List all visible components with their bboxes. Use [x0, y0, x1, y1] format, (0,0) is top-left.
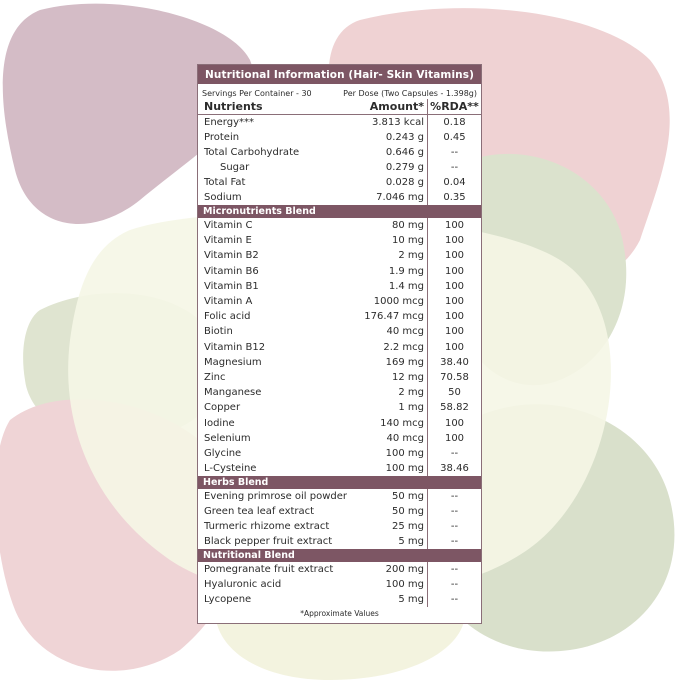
nutrient-rda: 38.40	[440, 356, 469, 368]
nutrient-amount: 2 mg	[366, 248, 428, 263]
nutrient-rda: 100	[444, 417, 465, 429]
nutrient-rda: 100	[444, 250, 465, 262]
nutrient-rda: --	[450, 564, 459, 576]
table-row	[198, 519, 481, 534]
nutrient-name: Total Fat	[204, 177, 246, 188]
nutrient-name: Vitamin B2	[204, 250, 259, 262]
nutrient-amount: 0.028 g	[366, 175, 428, 190]
nutrient-name: Green tea leaf extract	[204, 506, 315, 518]
nutrient-rda: 0.04	[443, 177, 466, 188]
basic-nutrients	[198, 115, 481, 205]
nutrient-amount: 169 mg	[366, 355, 428, 370]
nutrient-name: Vitamin B1	[204, 280, 259, 292]
nutrient-name: Selenium	[204, 432, 251, 444]
nutrient-amount: 5 mg	[366, 592, 428, 607]
nutrient-amount: 50 mg	[366, 504, 428, 519]
table-row	[198, 264, 481, 279]
nutrient-name: Vitamin B12	[204, 341, 266, 353]
nutrient-rda: 100	[444, 296, 465, 308]
nutrient-amount: 50 mg	[366, 489, 428, 504]
nutrient-rda: --	[450, 491, 459, 503]
table-row	[198, 294, 481, 309]
nutrient-amount: 1 mg	[366, 400, 428, 415]
table-row	[198, 400, 481, 415]
nutrient-amount: 176.47 mcg	[366, 309, 428, 324]
nutrient-rda: 100	[444, 280, 465, 292]
nutrient-name: Sugar	[220, 162, 250, 173]
nutrient-rda: 100	[444, 432, 465, 444]
nutrient-rda: 100	[444, 341, 465, 353]
nutrient-amount: 100 mg	[366, 446, 428, 461]
nutrient-name: Evening primrose oil powder	[204, 491, 348, 503]
nutrient-amount: 100 mg	[366, 577, 428, 592]
table-row	[198, 534, 481, 549]
nutrient-name: Turmeric rhizome extract	[204, 521, 330, 533]
nutrient-name: Zinc	[204, 371, 226, 383]
nutrient-rda: --	[450, 521, 459, 533]
table-row	[198, 461, 481, 476]
herbs-list	[198, 489, 481, 549]
nutrient-rda: --	[450, 594, 459, 606]
nutrient-name: Black pepper fruit extract	[204, 536, 333, 548]
nutrient-amount: 40 mcg	[366, 324, 428, 339]
nutrient-amount: 0.279 g	[366, 160, 428, 175]
nutrient-amount: 100 mg	[366, 461, 428, 476]
table-row	[198, 504, 481, 519]
nutrient-name: Vitamin B6	[204, 265, 259, 277]
nutrient-rda: 100	[444, 326, 465, 338]
nutrient-amount: 10 mg	[366, 233, 428, 248]
nutrient-name: Vitamin A	[204, 296, 253, 308]
section-herbs: Herbs Blend	[198, 476, 481, 489]
nutrient-rda: --	[450, 536, 459, 548]
nutrient-rda: 38.46	[440, 463, 469, 475]
table-row	[198, 446, 481, 461]
nutrient-rda: 100	[444, 220, 465, 232]
nutrient-amount: 25 mg	[366, 519, 428, 534]
nutrient-name: Total Carbohydrate	[204, 147, 300, 158]
nutrient-amount: 0.243 g	[366, 130, 428, 145]
nutrient-name: Iodine	[204, 417, 235, 429]
nutrient-amount: 1000 mcg	[366, 294, 428, 309]
table-row	[198, 233, 481, 248]
nutrient-amount: 0.646 g	[366, 145, 428, 160]
nutrition-panel	[197, 64, 482, 624]
nutrient-amount: 80 mg	[366, 218, 428, 233]
table-row	[198, 115, 481, 130]
nutrient-name: Energy***	[204, 117, 255, 128]
nutrient-rda: --	[450, 162, 459, 173]
nutrient-rda: --	[450, 579, 459, 591]
nutrient-name: Magnesium	[204, 356, 262, 368]
nutrient-rda: 58.82	[440, 402, 469, 414]
table-row	[198, 592, 481, 607]
nutrient-name: Protein	[204, 132, 240, 143]
nutrient-amount: 1.4 mg	[366, 279, 428, 294]
nutrient-name: Biotin	[204, 326, 233, 338]
nutrient-rda: --	[450, 506, 459, 518]
table-row	[198, 577, 481, 592]
nutrient-name: Hyaluronic acid	[204, 579, 282, 591]
section-micronutrients: Micronutrients Blend	[198, 205, 481, 218]
nutrient-rda: 100	[444, 311, 465, 323]
nutrient-rda: --	[450, 147, 459, 158]
table-row	[198, 385, 481, 400]
table-row	[198, 145, 481, 160]
table-row	[198, 190, 481, 205]
table-row	[198, 370, 481, 385]
footnote: *Approximate Values	[300, 609, 379, 619]
nutrient-rda: 50	[448, 387, 461, 399]
table-row	[198, 218, 481, 233]
panel-title: Nutritional Information (Hair- Skin Vitamins)	[198, 65, 481, 84]
nutrient-name: L-Cysteine	[204, 463, 257, 475]
nutrient-amount: 1.9 mg	[366, 264, 428, 279]
nutrient-amount: 2.2 mcg	[366, 340, 428, 355]
table-row	[198, 324, 481, 339]
header-rda: %RDA**	[430, 100, 479, 113]
nutrient-rda: 100	[444, 265, 465, 277]
nutrient-amount: 200 mg	[366, 562, 428, 577]
per-dose: Per Dose (Two Capsules - 1.398g)	[343, 88, 477, 98]
nutrient-amount: 140 mcg	[366, 415, 428, 430]
table-row	[198, 415, 481, 430]
nutrient-name: Lycopene	[204, 594, 252, 606]
nutrient-name: Copper	[204, 402, 241, 414]
table-row	[198, 130, 481, 145]
nutrient-name: Manganese	[204, 387, 262, 399]
nutrient-rda: 0.35	[443, 192, 466, 203]
table-row	[198, 562, 481, 577]
nutrient-amount: 12 mg	[366, 370, 428, 385]
table-row	[198, 175, 481, 190]
table-row	[198, 340, 481, 355]
nutrient-name: Vitamin C	[204, 220, 253, 232]
nutrient-name: Pomegranate fruit extract	[204, 564, 334, 576]
nutrient-amount: 5 mg	[366, 534, 428, 549]
nutrient-amount: 7.046 mg	[366, 190, 428, 205]
table-row	[198, 489, 481, 504]
table-row	[198, 279, 481, 294]
micronutrients-list	[198, 218, 481, 476]
nutritional-list	[198, 562, 481, 607]
section-nutritional: Nutritional Blend	[198, 549, 481, 562]
nutrient-rda: 0.45	[443, 132, 466, 143]
header-amount: Amount*	[366, 99, 428, 114]
servings-row	[198, 87, 481, 99]
table-row	[198, 248, 481, 263]
table-row	[198, 431, 481, 446]
nutrient-name: Vitamin E	[204, 235, 252, 247]
nutrient-amount: 40 mcg	[366, 431, 428, 446]
nutrient-name: Glycine	[204, 447, 242, 459]
nutrient-name: Folic acid	[204, 311, 251, 323]
nutrient-rda: 0.18	[443, 117, 466, 128]
servings-per-container: Servings Per Container - 30	[202, 88, 312, 98]
nutrient-name: Sodium	[204, 192, 242, 203]
nutrient-amount: 3.813 kcal	[366, 115, 428, 130]
header-nutrients: Nutrients	[204, 100, 263, 113]
table-row	[198, 355, 481, 370]
nutrient-rda: 70.58	[440, 371, 469, 383]
nutrient-rda: --	[450, 447, 459, 459]
table-row	[198, 160, 481, 175]
nutrient-rda: 100	[444, 235, 465, 247]
column-header	[198, 99, 481, 115]
nutrient-amount: 2 mg	[366, 385, 428, 400]
table-row	[198, 309, 481, 324]
